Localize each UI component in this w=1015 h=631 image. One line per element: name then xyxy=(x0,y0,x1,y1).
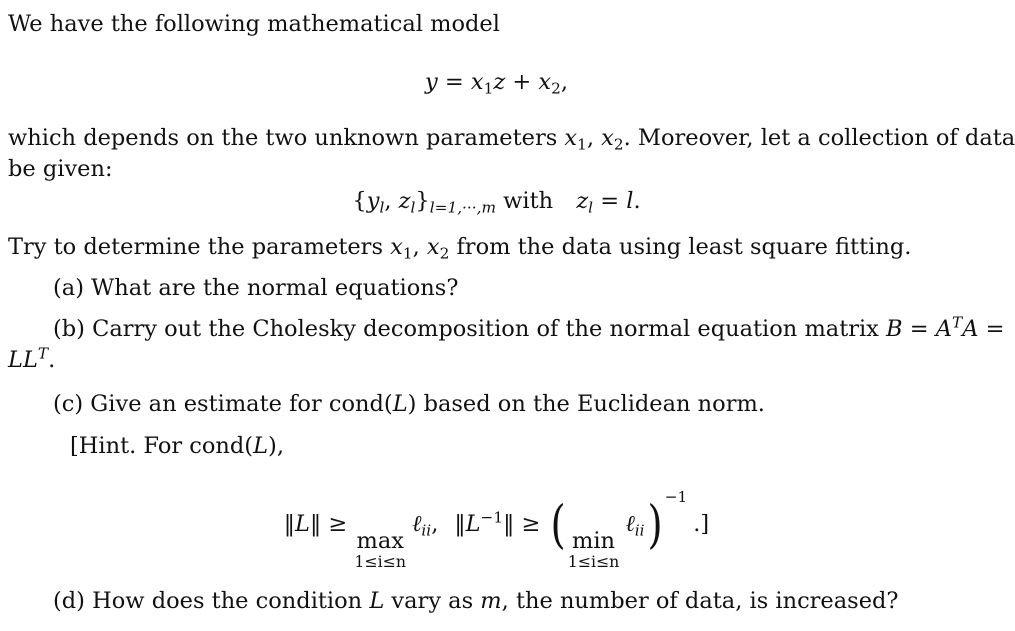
hint-text: [Hint. For cond(L), xyxy=(70,433,284,459)
min-operator: min 1≤i≤n xyxy=(567,527,620,571)
model-equation: $y = x_1z + x_2$, xyxy=(425,69,568,98)
question-b-line-2: $LL^T$. xyxy=(8,344,56,373)
depends-line-1: which depends on the two unknown parameters $x_1$, $x_2$. Moreover, let a collection of data xyxy=(8,125,1015,154)
question-c: (c) Give an estimate for cond(L) based on the Euclidean norm. xyxy=(53,391,765,417)
task-statement: Try to determine the parameters $x_1$, $x_2$ from the data using least square fitting. xyxy=(8,234,912,263)
data-set-equation: {$y_l$, $z_l\}_{l=1,\cdot\cdot\cdot,m}$ with $z_l = l$. xyxy=(352,188,641,217)
depends-line-2: be given: xyxy=(8,156,113,182)
intro-text: We have the following mathematical model xyxy=(8,11,500,37)
max-operator: max 1≤i≤n xyxy=(354,527,407,571)
question-d: (d) How does the condition L vary as m, the number of data, is increased? xyxy=(53,588,899,614)
norm-bounds-formula: ‖L‖ ≥ max 1≤i≤n ℓ$_{ii}$, $‖L^{-1}‖$ ≥ ( min 1≤i≤n ℓ$_{ii}$) $^{-1}$.] xyxy=(283,488,710,571)
question-a: (a) What are the normal equations? xyxy=(53,275,459,301)
question-b-line-1: (b) Carry out the Cholesky decomposition of the normal equation matrix $B = A^TA$ = xyxy=(53,313,1005,342)
